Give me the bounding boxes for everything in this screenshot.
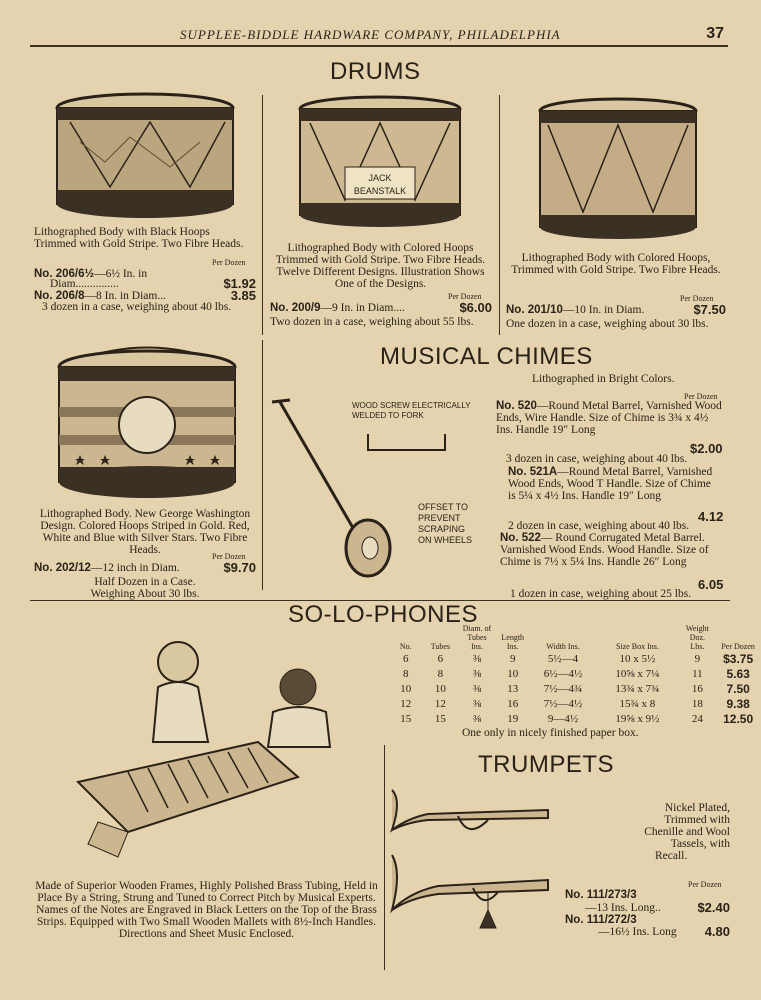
table-cell: $3.75 — [723, 651, 754, 666]
drum4-case-1: Half Dozen in a Case. — [94, 576, 196, 588]
table-cell: 8 — [437, 667, 444, 680]
table-cell: 10 — [507, 667, 519, 680]
table-cell: 9 — [509, 652, 516, 665]
solophones-table — [390, 624, 761, 726]
drums-title: DRUMS — [330, 58, 421, 85]
divider — [262, 340, 263, 590]
table-cell: 19 — [507, 712, 519, 725]
column-header: Length Ins. — [501, 633, 525, 651]
column-header: Tubes — [430, 642, 450, 651]
item-number: No. 111/273/3 — [565, 889, 637, 901]
table-cell: 7½—4¾ — [543, 682, 583, 695]
solophones-note: One only in nicely finished paper box. — [462, 727, 639, 739]
item-text: —Round Metal Barrel, Varnished Wood Ends, Wire Handle. Size of Chime is 3¾ x 4½ Ins. Handle 19″ Long — [496, 400, 722, 436]
table-cell: 11 — [692, 667, 703, 680]
item-text: — Round Corrugated Metal Barrel. Varnished Wood Ends. Wood Handle. Size of Chime is 7½ x 5¼ Ins. Handle 26″ Long — [500, 532, 709, 568]
drum-illustration — [290, 95, 470, 230]
chime-illustration — [270, 390, 495, 590]
item-number: No. 200/9 — [270, 302, 321, 314]
chime1-case: 3 dozen in case, weighing about 40 lbs. — [506, 453, 688, 465]
item-text: —6½ In. in — [94, 268, 148, 280]
table-cell: ⅜ — [472, 682, 482, 695]
table-cell: 10 — [434, 682, 446, 695]
chime-label: WELDED TO FORK — [352, 411, 424, 420]
table-cell: 8 — [403, 667, 409, 680]
drum1-description: Lithographed Body with Black Hoops Trimmed with Gold Stripe. Two Fibre Heads. — [34, 226, 244, 250]
item-text: —10 In. in Diam. — [562, 304, 645, 316]
item-number: No. 206/6½ — [34, 268, 95, 280]
table-row — [390, 681, 761, 696]
trumpet-desc-1: Nickel Plated, — [664, 802, 730, 814]
drum-illustration — [50, 92, 240, 222]
item-number: No. 520 — [496, 400, 537, 412]
per-dozen-label: Per Dozen — [448, 292, 482, 301]
chimes-title: MUSICAL CHIMES — [380, 343, 593, 370]
table-cell: ⅜ — [472, 697, 482, 710]
drum2-line — [270, 302, 492, 314]
solophones-title: SO-LO-PHONES — [288, 601, 479, 628]
table-cell: 24 — [691, 712, 703, 725]
table-cell: 13¾ x 7¾ — [615, 682, 660, 695]
drum2-description: Lithographed Body with Colored Hoops Trimmed with Gold Stripe. Two Fibre Heads. Twelve Different Designs. Illustration Shows One of the Designs. — [275, 242, 486, 290]
item-price: $1.92 — [223, 276, 256, 291]
table-cell: 12 — [434, 697, 446, 710]
column-header: Size Box Ins. — [615, 642, 659, 651]
item-price: $2.00 — [690, 441, 723, 456]
table-cell: ⅜ — [472, 667, 482, 680]
table-cell: ⅜ — [472, 712, 482, 725]
item-price: $9.70 — [223, 560, 256, 575]
table-cell: 12 — [400, 697, 412, 710]
table-cell: ⅜ — [472, 652, 482, 665]
item-text: —Round Metal Barrel, Varnished Wood Ends, Wood T Handle. Size of Chime is 5¼ x 4½ Ins. Handle 19″ Long — [508, 466, 713, 502]
drum1-case: 3 dozen in a case, weighing about 40 lbs. — [42, 301, 232, 313]
drum3-line — [506, 304, 726, 316]
table-cell: 12.50 — [723, 711, 754, 726]
table-cell: 15¾ x 8 — [619, 697, 656, 710]
chimes-subtitle: Lithographed in Bright Colors. — [532, 373, 675, 385]
solophone-illustration — [68, 632, 368, 862]
drum3-description: Lithographed Body with Colored Hoops, Trimmed with Gold Stripe. Two Fibre Heads. — [511, 252, 721, 276]
table-cell: 10 — [400, 682, 412, 695]
column-header: Per Dozen — [721, 642, 755, 651]
trumpet-line1b — [585, 902, 730, 914]
chime1-desc — [496, 400, 726, 436]
column-header: No. — [399, 642, 412, 651]
table-cell: 10⅝ x 7¼ — [615, 667, 660, 680]
drum4-case-2: Weighing About 30 lbs. — [90, 588, 200, 600]
table-cell: 9 — [694, 652, 701, 665]
drum-illustration — [533, 97, 703, 243]
chime-label: WOOD SCREW ELECTRICALLY — [352, 401, 471, 410]
table-cell: 6 — [403, 652, 409, 665]
item-text: —16½ Ins. Long — [598, 926, 677, 938]
drum-illustration — [50, 335, 245, 505]
per-dozen-label: Per Dozen — [688, 880, 722, 889]
chime3-case: 1 dozen in case, weighing about 25 lbs. — [510, 588, 692, 600]
item-number: No. 111/272/3 — [565, 914, 637, 926]
chime2-desc — [508, 466, 713, 502]
company-name: SUPPLEE-BIDDLE HARDWARE COMPANY, PHILADELPHIA — [180, 27, 561, 42]
trumpet-desc-4: Tassels, with — [670, 838, 730, 850]
item-number: No. 206/8 — [34, 290, 85, 302]
table-cell: 13 — [507, 682, 519, 695]
drum4-description: Lithographed Body. New George Washington Design. Colored Hoops Striped in Gold. Red, White and Blue with Silver Stars. Two Fibre Heads. — [39, 508, 251, 556]
drum1-line1b — [50, 278, 256, 290]
per-dozen-label: Per Dozen — [680, 294, 714, 303]
divider — [262, 95, 263, 335]
trumpet-desc-2: Trimmed with — [664, 814, 730, 826]
trumpet-illustration — [388, 780, 558, 930]
per-dozen-label: Per Dozen — [212, 258, 246, 267]
chime2-case: 2 dozen in case, weighing about 40 lbs. — [508, 520, 690, 532]
table-cell: 6 — [437, 652, 444, 665]
table-cell: 19⅝ x 9½ — [615, 712, 660, 725]
column-header: Width Ins. — [546, 642, 580, 651]
drum-label: BEANSTALK — [353, 186, 407, 196]
chime-label: OFFSET TO — [418, 502, 469, 512]
table-row — [390, 696, 761, 711]
per-dozen-label: Per Dozen — [212, 552, 246, 561]
table-row — [390, 666, 761, 681]
item-price: 4.12 — [698, 509, 724, 524]
table-cell: 9—4½ — [547, 712, 579, 725]
item-text: —13 Ins. Long.. — [585, 902, 661, 914]
trumpets-title: TRUMPETS — [478, 751, 614, 778]
table-cell: 15 — [434, 712, 446, 725]
item-price: 6.05 — [698, 577, 724, 592]
item-price: 4.80 — [704, 924, 730, 939]
page-number: 37 — [706, 25, 724, 42]
table-row — [390, 711, 761, 726]
item-text: —8 In. in Diam... — [84, 290, 166, 302]
item-price: 3.85 — [230, 288, 256, 303]
trumpet-desc-3: Chenille and Wool — [644, 826, 730, 838]
item-number: No. 202/12 — [34, 562, 91, 574]
table-cell: 5.63 — [726, 666, 750, 681]
table-cell: 7.50 — [726, 681, 750, 696]
page-header — [30, 25, 728, 47]
drum4-line — [34, 562, 256, 574]
chime3-desc — [500, 532, 715, 568]
table-cell: 5½—4 — [547, 652, 579, 665]
divider — [384, 745, 385, 970]
item-text: Diam............... — [50, 278, 119, 290]
item-price: $7.50 — [693, 302, 726, 317]
divider — [499, 95, 500, 335]
item-price: $2.40 — [697, 900, 730, 915]
column-header: Weight Doz. Lbs. — [685, 624, 709, 651]
drum3-case: One dozen in a case, weighing about 30 lbs. — [506, 318, 709, 330]
table-cell: 16 — [691, 682, 703, 695]
chime-label: SCRAPING — [418, 524, 466, 534]
item-text: —12 inch in Diam. — [90, 562, 180, 574]
table-cell: 18 — [691, 697, 703, 710]
table-cell: 10 x 5½ — [619, 652, 656, 665]
per-dozen-label: Per Dozen — [684, 392, 718, 401]
table-cell: 7½—4½ — [543, 697, 583, 710]
table-cell: 9.38 — [726, 696, 750, 711]
drum2-case: Two dozen in a case, weighing about 55 lbs. — [270, 316, 474, 328]
table-cell: 6½—4½ — [543, 667, 583, 680]
trumpet-desc-5: Recall. — [655, 850, 688, 862]
chime-label: PREVENT — [418, 513, 461, 523]
item-number: No. 522 — [500, 532, 541, 544]
drum-label: JACK — [368, 173, 392, 183]
trumpet-line2b — [598, 926, 730, 938]
column-header: Diam. of Tubes Ins. — [462, 624, 492, 651]
item-price: $6.00 — [459, 300, 492, 315]
item-text: —9 In. in Diam.... — [320, 302, 405, 314]
solophones-description: Made of Superior Wooden Frames, Highly Polished Brass Tubing, Held in Place By a String, Strung and Tuned to Correct Pitch by Musical Experts. Names of the Notes are Engraved in Black Letters on the Top of the Brass Strips. Equipped with Two Small Wooden Mallets with 8½-Inch Handles. Directions and Sheet Music Enclosed. — [35, 880, 378, 940]
table-row — [390, 651, 761, 666]
chime-label: ON WHEELS — [418, 535, 473, 545]
table-cell: 16 — [507, 697, 519, 710]
item-number: No. 201/10 — [506, 304, 563, 316]
item-number: No. 521A — [508, 466, 558, 478]
table-header-row — [390, 624, 761, 651]
table-cell: 15 — [400, 712, 412, 725]
